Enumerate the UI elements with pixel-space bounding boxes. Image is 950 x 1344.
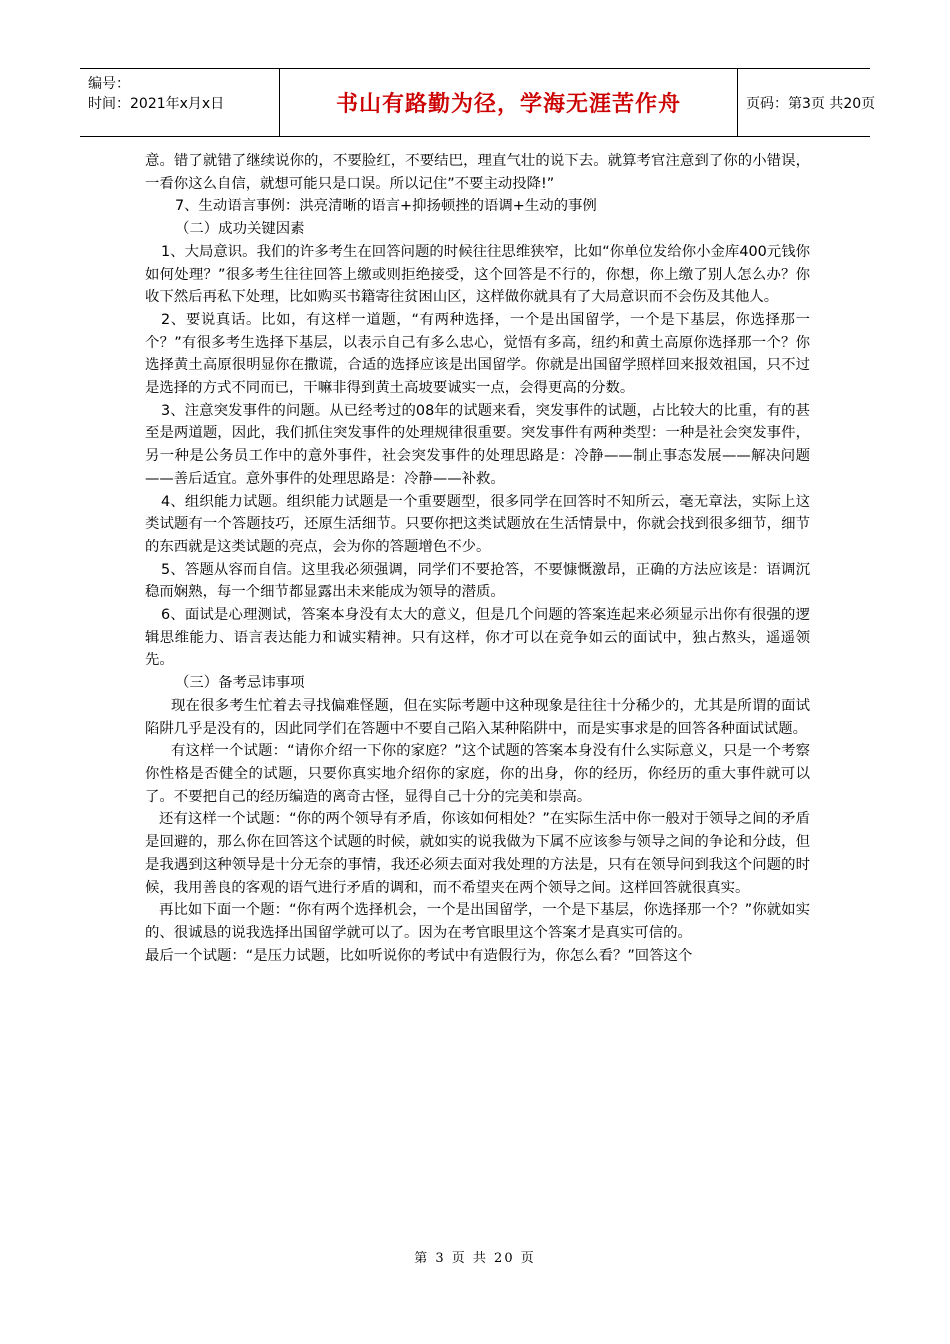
header-motto-cell xyxy=(280,69,738,136)
paragraph-tell-truth: 2、要说真话。比如，有这样一道题，“有两种选择，一个是出国留学，一个是下基层，你选择那一个？”有很多考生选择下基层，以表示自己有多么忠心，觉悟有多高，纽约和黄土高原你选择那一个？你选择黄土高原很明显你在撒谎，合适的选择应该是出国留学。你就是出国留学照样回来报效祖国，只不过是选择的方式不同而已，干嘛非得到黄土高坡要诚实一点，会得更高的分数。 xyxy=(145,311,810,397)
footer-page-number: 第 3 页 共 20 页 xyxy=(414,1251,536,1266)
paragraph-organization: 4、组织能力试题。组织能力试题是一个重要题型，很多同学在回答时不知所云，毫无章法，实际上这类试题有一个答题技巧，还原生活细节。只要你把这类试题放在生活情景中，你就会找到很多细节，细节的东西就是这类试题的亮点，会为你的答题增色不少。 xyxy=(145,493,810,555)
section-heading-taboos: （三）备考忌讳事项 xyxy=(175,675,305,692)
paragraph-continuation: 意。错了就错了继续说你的，不要脸红，不要结巴，理直气壮的说下去。就算考官注意到了你的小错误，一看你这么自信，就想可能只是口误。所以记住”不要主动投降!” xyxy=(145,153,810,192)
motto: 书山有路勤为径，学海无涯苦作舟 xyxy=(335,92,681,117)
document-number: 编号： xyxy=(88,76,130,92)
paragraph-big-picture: 1、大局意识。我们的许多考生在回答问题的时候往往思维狭窄，比如“你单位发给你小金库400元钱你如何处理？”很多考生往往回答上缴或则拒绝接受，这个回答是不行的，你想，你上缴了别人怎么办？你收下然后再私下处理，比如购买书籍寄往贫困山区，这样做你就具有了大局意识而不会伤及其他人。 xyxy=(145,243,810,306)
section-heading-success-factors: （二）成功关键因素 xyxy=(175,221,305,238)
header-page-cell xyxy=(738,69,876,136)
paragraph-family-question: 有这样一个试题：“请你介绍一下你的家庭？”这个试题的答案本身没有什么实际意义，只是一个考察你性格是否健全的试题，只要你真实地介绍你的家庭，你的出身，你的经历，你经历的重大事件就可以了。不要把自己的经历编造的离奇古怪，显得自己十分的完美和崇高。 xyxy=(145,743,810,805)
paragraph-emergencies: 3、注意突发事件的问题。从已经考过的08年的试题来看，突发事件的试题，占比较大的比重，有的甚至是两道题，因此，我们抓住突发事件的处理规律很重要。突发事件有两种类型：一种是社会突发事件，另一种是公务员工作中的意外事件，社会突发事件的处理思路是：冷静——制止事态发展——解决问题——善后适宜。意外事件的处理思路是：冷静——补救。 xyxy=(145,402,810,487)
header-page-number: 页码：第3页 共20页 xyxy=(746,95,876,112)
paragraph-pressure-question: 最后一个试题：“是压力试题，比如听说你的考试中有造假行为，你怎么看？”回答这个 xyxy=(145,947,693,964)
paragraph-confidence: 5、答题从容而自信。这里我必须强调，同学们不要抢答，不要慷慨激昂，正确的方法应该是：语调沉稳而娴熟，每一个细节都显露出未来能成为领导的潜质。 xyxy=(145,561,810,601)
header-table xyxy=(80,68,876,137)
document-date: 时间：2021年x月x日 xyxy=(88,96,225,112)
paragraph-leaders-question: 还有这样一个试题：“你的两个领导有矛盾，你该如何相处？”在实际生活中你一般对于领导之间的矛盾是回避的，那么你在回答这个试题的时候，就如实的说我做为下属不应该参与领导之间的争论和分歧，但是我遇到这种领导是十分无奈的事情，我还必须去面对我处理的方法是，只有在领导问到我这个问题的时候，我用善良的客观的语气进行矛盾的调和，而不希望夹在两个领导之间。这样回答就很真实。 xyxy=(145,811,810,896)
document-body xyxy=(145,150,810,967)
paragraph-psych-test: 6、面试是心理测试，答案本身没有太大的意义，但是几个问题的答案连起来必须显示出你有很强的逻辑思维能力、语言表达能力和诚实精神。只有这样，你才可以在竞争如云的面试中，独占熬头，遥遥领先。 xyxy=(145,607,810,669)
paragraph-choice-question: 再比如下面一个题：“你有两个选择机会，一个是出国留学，一个是下基层，你选择那一个？”你就如实的、很诚恳的说我选择出国留学就可以了。因为在考官眼里这个答案才是真实可信的。 xyxy=(145,902,810,941)
header-info-cell xyxy=(80,69,280,136)
paragraph-avoid-traps: 现在很多考生忙着去寻找偏难怪题，但在实际考题中这种现象是往往十分稀少的，尤其是所谓的面试陷阱几乎是没有的，因此同学们在答题中不要自己陷入某种陷阱中，而是实事求是的回答各种面试试题。 xyxy=(145,697,810,737)
paragraph-item-7: 7、生动语言事例：洪亮清晰的语言+抑扬顿挫的语调+生动的事例 xyxy=(175,198,597,215)
